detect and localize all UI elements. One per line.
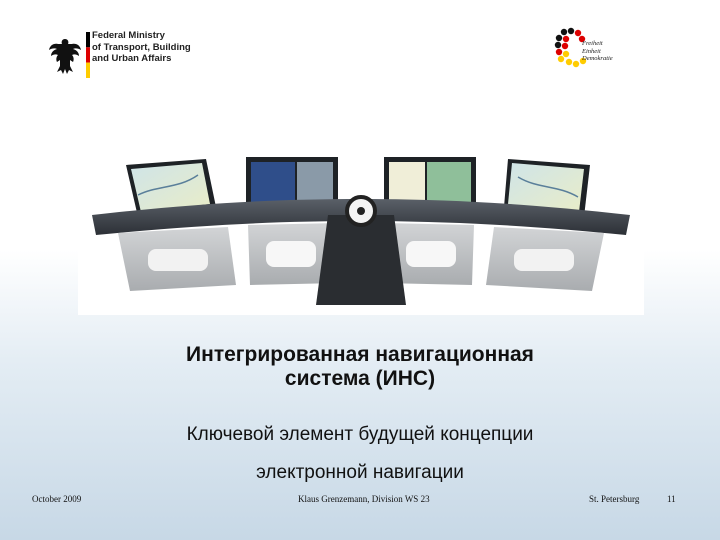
federal-eagle-icon bbox=[48, 36, 82, 76]
bridge-console-drawing bbox=[78, 145, 644, 315]
footer-date: October 2009 bbox=[32, 494, 82, 504]
ministry-logo bbox=[28, 14, 212, 100]
footer-author: Klaus Grenzemann, Division WS 23 bbox=[298, 494, 430, 504]
ministry-line-1: Federal Ministry bbox=[92, 30, 165, 41]
footer-location: St. Petersburg bbox=[589, 494, 640, 504]
ministry-name bbox=[92, 30, 191, 65]
bridge-console-image bbox=[78, 145, 644, 315]
ministry-line-3: and Urban Affairs bbox=[92, 53, 172, 64]
flag-bar-icon bbox=[86, 32, 90, 78]
partner-logo-text bbox=[582, 40, 613, 63]
partner-line-3: Demokratie bbox=[582, 55, 613, 62]
slide-title-line-2: система (ИНС) bbox=[284, 367, 436, 390]
footer-page-number: 11 bbox=[667, 494, 676, 504]
partner-line-2: Einheit bbox=[582, 47, 601, 55]
slide-subtitle bbox=[100, 416, 620, 492]
partner-line-1: Freiheit bbox=[582, 40, 603, 47]
slide-title bbox=[100, 343, 620, 391]
slide-title-line-1: Интегрированная навигационная bbox=[186, 343, 534, 366]
ministry-line-2: of Transport, Building bbox=[92, 41, 191, 53]
slide-subtitle-line-2: электронной навигации bbox=[256, 462, 464, 483]
slide-subtitle-line-1: Ключевой элемент будущей концепции bbox=[186, 424, 534, 445]
